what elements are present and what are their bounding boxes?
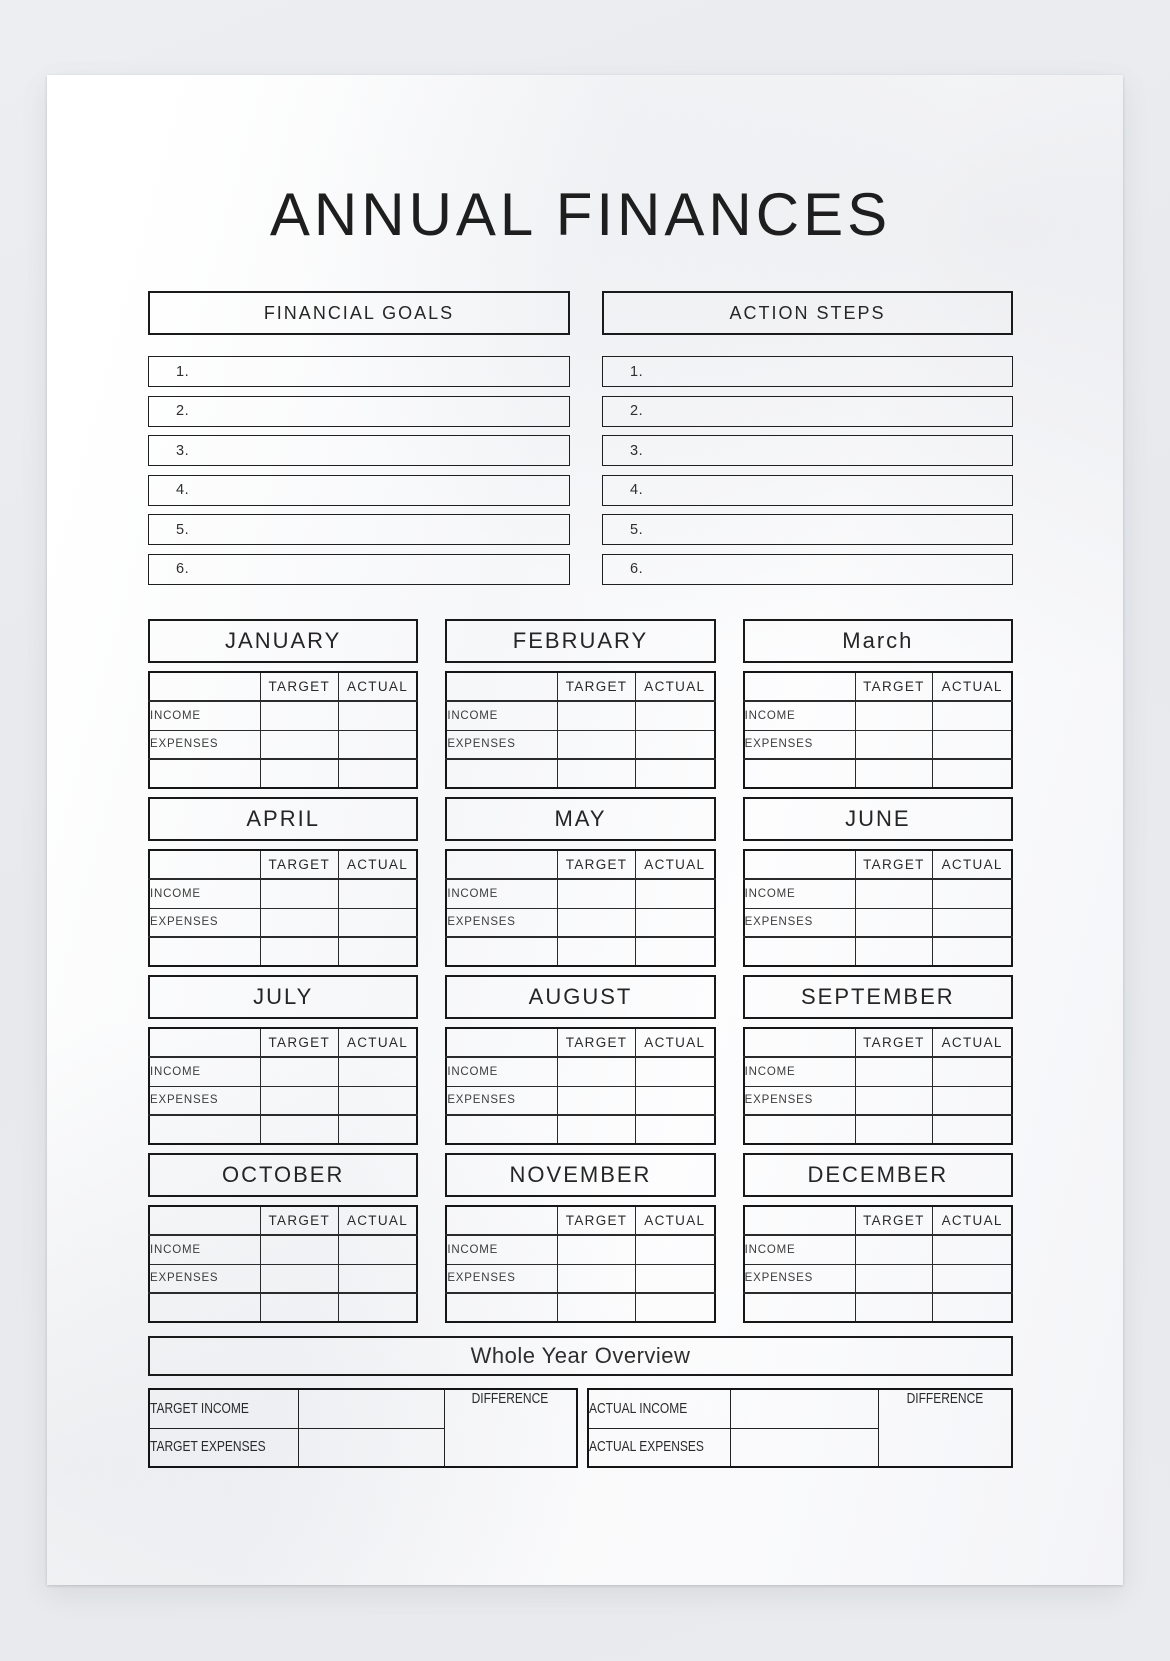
actual-column-header: ACTUAL (338, 1206, 417, 1235)
income-row-label: INCOME (744, 1235, 855, 1264)
income-actual-cell[interactable] (933, 1235, 1012, 1264)
overview-tables (148, 1388, 1013, 1468)
spare-actual-cell[interactable] (933, 1293, 1012, 1322)
month-block-march (743, 619, 1013, 789)
corner-cell (744, 672, 855, 701)
actual-income-value-cell[interactable] (730, 1389, 878, 1428)
line-number: 4. (176, 482, 190, 498)
spare-target-cell[interactable] (558, 937, 636, 966)
month-block-december (743, 1153, 1013, 1323)
expenses-actual-cell[interactable] (338, 1086, 417, 1115)
overview-header (148, 1336, 1013, 1376)
spare-label-cell[interactable] (149, 937, 260, 966)
target-income-label: TARGET INCOME (150, 1399, 249, 1417)
spare-actual-cell[interactable] (635, 1115, 714, 1144)
financial-goal-line-4[interactable] (148, 475, 570, 506)
income-target-cell[interactable] (855, 701, 933, 730)
line-number: 6. (176, 561, 190, 577)
income-actual-cell[interactable] (338, 1057, 417, 1086)
income-actual-cell[interactable] (635, 879, 714, 908)
target-column-header: TARGET (260, 1028, 338, 1057)
target-difference-cell[interactable] (444, 1389, 577, 1467)
month-name: JULY (253, 984, 314, 1009)
expenses-row-label: EXPENSES (744, 730, 855, 759)
month-table (445, 1027, 715, 1145)
income-actual-cell[interactable] (338, 1235, 417, 1264)
target-income-value-cell[interactable] (299, 1389, 445, 1428)
spare-target-cell[interactable] (558, 1115, 636, 1144)
month-block-october (148, 1153, 418, 1323)
actual-expenses-label-cell (588, 1428, 730, 1467)
target-column-header: TARGET (558, 1206, 636, 1235)
month-block-april (148, 797, 418, 967)
month-block-june (743, 797, 1013, 967)
actual-expenses-label: ACTUAL EXPENSES (589, 1438, 704, 1456)
expenses-target-cell[interactable] (558, 1264, 636, 1293)
income-row-label: INCOME (446, 701, 557, 730)
expenses-actual-cell[interactable] (338, 730, 417, 759)
expenses-row-label: EXPENSES (446, 908, 557, 937)
expenses-target-cell[interactable] (855, 908, 933, 937)
spare-target-cell[interactable] (558, 1293, 636, 1322)
actual-column-header: ACTUAL (338, 672, 417, 701)
action-steps-header (602, 291, 1013, 335)
line-number: 4. (630, 482, 644, 498)
expenses-actual-cell[interactable] (338, 1264, 417, 1293)
expenses-actual-cell[interactable] (635, 908, 714, 937)
expenses-target-cell[interactable] (855, 1086, 933, 1115)
actual-column-header: ACTUAL (933, 672, 1012, 701)
spare-target-cell[interactable] (558, 759, 636, 788)
actual-column-header: ACTUAL (933, 850, 1012, 879)
expenses-actual-cell[interactable] (635, 1264, 714, 1293)
expenses-row-label: EXPENSES (149, 1264, 260, 1293)
month-header (445, 797, 715, 841)
income-row-label: INCOME (149, 1057, 260, 1086)
target-expenses-label-cell (149, 1428, 299, 1467)
financial-goal-line-5[interactable] (148, 514, 570, 545)
action-step-line-1[interactable] (602, 356, 1013, 387)
month-header (743, 797, 1013, 841)
month-table (445, 1205, 715, 1323)
action-step-line-3[interactable] (602, 435, 1013, 466)
month-name: APRIL (246, 806, 320, 831)
target-column-header: TARGET (558, 850, 636, 879)
expenses-actual-cell[interactable] (635, 730, 714, 759)
spare-label-cell[interactable] (149, 1115, 260, 1144)
target-column-header: TARGET (558, 672, 636, 701)
spare-target-cell[interactable] (855, 1293, 933, 1322)
expenses-actual-cell[interactable] (933, 730, 1012, 759)
spare-label-cell[interactable] (744, 937, 855, 966)
month-block-january (148, 619, 418, 789)
income-row-label: INCOME (446, 1057, 557, 1086)
line-number: 1. (176, 363, 190, 380)
action-step-line-2[interactable] (602, 396, 1013, 427)
actual-column-header: ACTUAL (933, 1028, 1012, 1057)
month-table (743, 671, 1013, 789)
expenses-row-label: EXPENSES (149, 730, 260, 759)
income-row-label: INCOME (149, 701, 260, 730)
expenses-target-cell[interactable] (558, 730, 636, 759)
income-actual-cell[interactable] (635, 1057, 714, 1086)
actual-column-header: ACTUAL (338, 1028, 417, 1057)
actual-overview-table (587, 1388, 1013, 1468)
spare-actual-cell[interactable] (635, 937, 714, 966)
income-actual-cell[interactable] (933, 879, 1012, 908)
spare-target-cell[interactable] (260, 1115, 338, 1144)
spare-target-cell[interactable] (260, 759, 338, 788)
actual-expenses-value-cell[interactable] (730, 1428, 878, 1467)
expenses-target-cell[interactable] (855, 730, 933, 759)
income-target-cell[interactable] (558, 701, 636, 730)
actual-column-header: ACTUAL (635, 1206, 714, 1235)
target-overview-table (148, 1388, 578, 1468)
expenses-target-cell[interactable] (558, 908, 636, 937)
actual-column-header: ACTUAL (933, 1206, 1012, 1235)
income-actual-cell[interactable] (635, 701, 714, 730)
income-row-label: INCOME (744, 701, 855, 730)
expenses-row-label: EXPENSES (446, 1086, 557, 1115)
corner-cell (149, 1206, 260, 1235)
expenses-actual-cell[interactable] (933, 1264, 1012, 1293)
month-name: AUGUST (528, 984, 633, 1009)
month-table (148, 1205, 418, 1323)
month-block-september (743, 975, 1013, 1145)
month-name: JANUARY (225, 628, 342, 653)
spare-actual-cell[interactable] (635, 759, 714, 788)
month-name: JUNE (845, 806, 911, 831)
income-row-label: INCOME (149, 879, 260, 908)
month-header (445, 1153, 715, 1197)
expenses-actual-cell[interactable] (933, 1086, 1012, 1115)
spare-label-cell[interactable] (446, 1115, 557, 1144)
line-number: 2. (176, 403, 190, 419)
action-step-line-6[interactable] (602, 554, 1013, 585)
line-number: 1. (630, 363, 644, 380)
actual-column-header: ACTUAL (635, 672, 714, 701)
financial-goals-column (148, 291, 570, 593)
target-column-header: TARGET (260, 850, 338, 879)
expenses-actual-cell[interactable] (338, 908, 417, 937)
financial-goal-line-3[interactable] (148, 435, 570, 466)
expenses-row-label: EXPENSES (446, 1264, 557, 1293)
spare-actual-cell[interactable] (933, 1115, 1012, 1144)
spare-label-cell[interactable] (446, 759, 557, 788)
financial-goal-line-1[interactable] (148, 356, 570, 387)
month-table (445, 671, 715, 789)
income-actual-cell[interactable] (933, 701, 1012, 730)
expenses-target-cell[interactable] (260, 908, 338, 937)
corner-cell (744, 1028, 855, 1057)
expenses-row-label: EXPENSES (149, 908, 260, 937)
line-number: 5. (630, 521, 644, 538)
month-block-july (148, 975, 418, 1145)
month-block-february (445, 619, 715, 789)
target-column-header: TARGET (855, 672, 933, 701)
month-name: DECEMBER (807, 1162, 949, 1187)
expenses-actual-cell[interactable] (635, 1086, 714, 1115)
income-actual-cell[interactable] (933, 1057, 1012, 1086)
income-target-cell[interactable] (855, 1235, 933, 1264)
month-name: MAY (554, 806, 607, 831)
spare-label-cell[interactable] (744, 1115, 855, 1144)
target-column-header: TARGET (855, 850, 933, 879)
month-name: OCTOBER (221, 1162, 345, 1187)
actual-column-header: ACTUAL (635, 850, 714, 879)
spare-actual-cell[interactable] (933, 759, 1012, 788)
income-row-label: INCOME (744, 879, 855, 908)
page-content (148, 75, 1013, 1468)
action-step-line-5[interactable] (602, 514, 1013, 545)
corner-cell (744, 850, 855, 879)
income-target-cell[interactable] (260, 879, 338, 908)
expenses-row-label: EXPENSES (744, 1264, 855, 1293)
income-target-cell[interactable] (260, 701, 338, 730)
income-actual-cell[interactable] (635, 1235, 714, 1264)
actual-difference-label: DIFFERENCE (906, 1390, 984, 1407)
target-column-header: TARGET (260, 1206, 338, 1235)
spare-label-cell[interactable] (149, 759, 260, 788)
goals-section (148, 291, 1013, 593)
income-actual-cell[interactable] (338, 879, 417, 908)
action-step-line-4[interactable] (602, 475, 1013, 506)
expenses-target-cell[interactable] (260, 1264, 338, 1293)
income-row-label: INCOME (149, 1235, 260, 1264)
expenses-target-cell[interactable] (855, 1264, 933, 1293)
actual-difference-cell[interactable] (878, 1389, 1012, 1467)
income-row-label: INCOME (744, 1057, 855, 1086)
expenses-row-label: EXPENSES (446, 730, 557, 759)
expenses-row-label: EXPENSES (149, 1086, 260, 1115)
financial-goal-line-6[interactable] (148, 554, 570, 585)
target-column-header: TARGET (855, 1028, 933, 1057)
financial-goals-title: FINANCIAL GOALS (263, 302, 455, 323)
month-header (743, 1153, 1013, 1197)
financial-goals-header (148, 291, 570, 335)
spare-actual-cell[interactable] (933, 937, 1012, 966)
line-number: 6. (630, 561, 644, 577)
financial-goal-line-2[interactable] (148, 396, 570, 427)
actual-column-header: ACTUAL (635, 1028, 714, 1057)
income-target-cell[interactable] (260, 1235, 338, 1264)
target-expenses-value-cell[interactable] (299, 1428, 445, 1467)
month-header (445, 619, 715, 663)
income-row-label: INCOME (446, 879, 557, 908)
income-target-cell[interactable] (855, 879, 933, 908)
corner-cell (149, 672, 260, 701)
target-income-label-cell (149, 1389, 299, 1428)
spare-target-cell[interactable] (855, 937, 933, 966)
month-header (148, 975, 418, 1019)
target-difference-label: DIFFERENCE (472, 1390, 549, 1407)
actual-income-label: ACTUAL INCOME (589, 1399, 688, 1417)
target-column-header: TARGET (558, 1028, 636, 1057)
spare-actual-cell[interactable] (338, 759, 417, 788)
line-number: 3. (630, 442, 644, 459)
month-table (743, 849, 1013, 967)
corner-cell (744, 1206, 855, 1235)
corner-cell (149, 1028, 260, 1057)
month-header (148, 1153, 418, 1197)
corner-cell (149, 850, 260, 879)
spare-actual-cell[interactable] (338, 1293, 417, 1322)
line-number: 5. (176, 521, 190, 538)
month-block-august (445, 975, 715, 1145)
corner-cell (446, 1206, 557, 1235)
month-table (445, 849, 715, 967)
months-grid (148, 619, 1013, 1323)
month-table (743, 1027, 1013, 1145)
spare-actual-cell[interactable] (338, 1115, 417, 1144)
month-name: FEBRUARY (512, 628, 649, 653)
spare-label-cell[interactable] (744, 1293, 855, 1322)
month-table (148, 849, 418, 967)
income-row-label: INCOME (446, 1235, 557, 1264)
spare-label-cell[interactable] (446, 1293, 557, 1322)
month-header (148, 619, 418, 663)
actual-column-header: ACTUAL (338, 850, 417, 879)
income-actual-cell[interactable] (338, 701, 417, 730)
month-header (445, 975, 715, 1019)
month-name: NOVEMBER (509, 1162, 652, 1187)
expenses-target-cell[interactable] (260, 730, 338, 759)
expenses-actual-cell[interactable] (933, 908, 1012, 937)
spare-target-cell[interactable] (260, 937, 338, 966)
month-table (148, 1027, 418, 1145)
spare-label-cell[interactable] (446, 937, 557, 966)
month-name: March (842, 628, 914, 653)
page-title: ANNUAL FINANCES (269, 181, 892, 248)
month-table (148, 671, 418, 789)
action-steps-title: ACTION STEPS (729, 302, 886, 323)
month-block-november (445, 1153, 715, 1323)
target-column-header: TARGET (855, 1206, 933, 1235)
target-expenses-label: TARGET EXPENSES (150, 1438, 266, 1456)
spare-actual-cell[interactable] (338, 937, 417, 966)
expenses-row-label: EXPENSES (744, 908, 855, 937)
corner-cell (446, 1028, 557, 1057)
expenses-target-cell[interactable] (260, 1086, 338, 1115)
planner-page (47, 75, 1123, 1585)
income-target-cell[interactable] (558, 1057, 636, 1086)
month-header (743, 619, 1013, 663)
expenses-row-label: EXPENSES (744, 1086, 855, 1115)
month-block-may (445, 797, 715, 967)
month-header (148, 797, 418, 841)
income-target-cell[interactable] (855, 1057, 933, 1086)
month-table (743, 1205, 1013, 1323)
income-target-cell[interactable] (558, 1235, 636, 1264)
overview-title: Whole Year Overview (470, 1343, 691, 1368)
line-number: 3. (176, 442, 190, 459)
spare-target-cell[interactable] (855, 759, 933, 788)
spare-target-cell[interactable] (260, 1293, 338, 1322)
month-name: SEPTEMBER (800, 984, 955, 1009)
action-steps-column (602, 291, 1013, 593)
spare-label-cell[interactable] (744, 759, 855, 788)
target-column-header: TARGET (260, 672, 338, 701)
action-steps-lines (602, 356, 1013, 585)
income-target-cell[interactable] (260, 1057, 338, 1086)
spare-target-cell[interactable] (855, 1115, 933, 1144)
spare-actual-cell[interactable] (635, 1293, 714, 1322)
spare-label-cell[interactable] (149, 1293, 260, 1322)
expenses-target-cell[interactable] (558, 1086, 636, 1115)
income-target-cell[interactable] (558, 879, 636, 908)
line-number: 2. (630, 403, 644, 419)
month-header (743, 975, 1013, 1019)
actual-income-label-cell (588, 1389, 730, 1428)
corner-cell (446, 672, 557, 701)
financial-goals-lines (148, 356, 570, 585)
corner-cell (446, 850, 557, 879)
